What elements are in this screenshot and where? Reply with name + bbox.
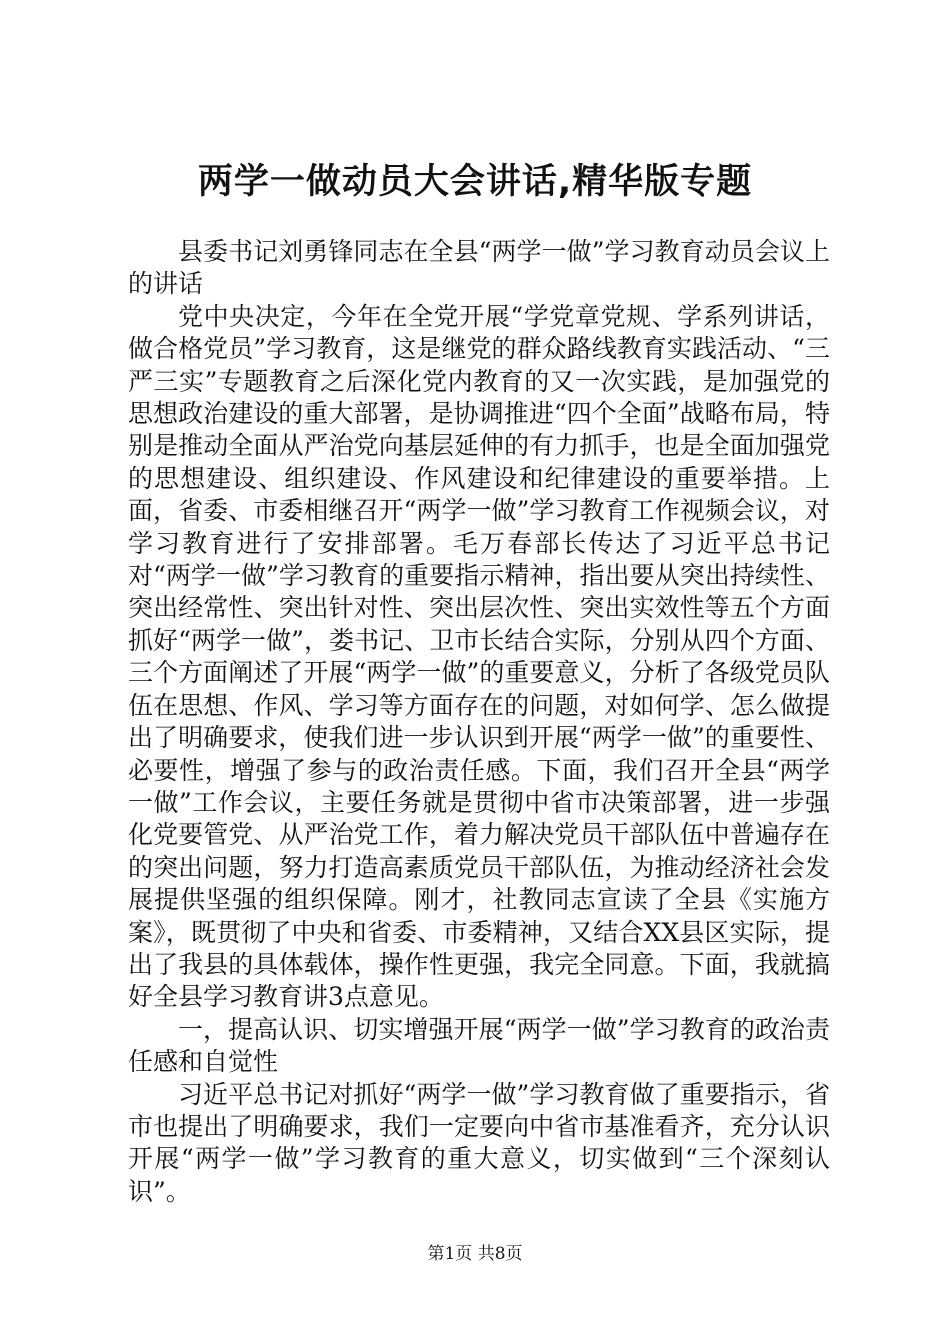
paragraph-section-body: 习近平总书记对抓好“两学一做”学习教育做了重要指示，省市也提出了明确要求，我们一定要向中省市基准看齐，充分认识开展“两学一做”学习教育的重大意义，切实做到“三个深刻认识”。 [128, 1079, 830, 1206]
paragraph-subtitle: 县委书记刘勇锋同志在全县“两学一做”学习教育动员会议上的讲话 [128, 237, 830, 299]
paragraph-intro: 党中央决定，今年在全党开展“学党章党规、学系列讲话，做合格党员”学习教育，这是继党的群众路线教育实践活动、“三严三实”专题教育之后深化党内教育的又一次实践，是加强党的思想政治建设的重大部署，是协调推进“四个全面”战略布局，特别是推动全面从严治党向基层延伸的有力抓手，也是全面加强党的思想建设、组织建设、作风建设和纪律建设的重要举措。上面，省委、市委相继召开“两学一做”学习教育工作视频会议，对学习教育进行了安排部署。毛万春部长传达了习近平总书记对“两学一做”学习教育的重要指示精神，指出要从突出持续性、突出经常性、突出针对性、突出层次性、突出实效性等五个方面抓好“两学一做”，娄书记、卫市长结合实际，分别从四个方面、三个方面阐述了开展“两学一做”的重要意义，分析了各级党员队伍在思想、作风、学习等方面存在的问题，对如何学、怎么做提出了明确要求，使我们进一步认识到开展“两学一做”的重要性、必要性，增强了参与的政治责任感。下面，我们召开全县“两学一做”工作会议，主要任务就是贯彻中省市决策部署，进一步强化党要管党、从严治党工作，着力解决党员干部队伍中普遍存在的突出问题，努力打造高素质党员干部队伍，为推动经济社会发展提供坚强的组织保障。刚才，社教同志宣读了全县《实施方案》，既贯彻了中央和省委、市委精神，又结合XX县区实际，提出了我县的具体载体，操作性更强，我完全同意。下面，我就搞好全县学习教育讲3点意见。 [128, 301, 830, 1012]
page-number: 第1页 共8页 [427, 1244, 523, 1264]
paragraph-section-heading: 一，提高认识、切实增强开展“两学一做”学习教育的政治责任感和自觉性 [128, 1014, 830, 1077]
document-body [128, 236, 830, 1208]
document-title: 两学一做动员大会讲话,精华版专题 [197, 162, 753, 202]
